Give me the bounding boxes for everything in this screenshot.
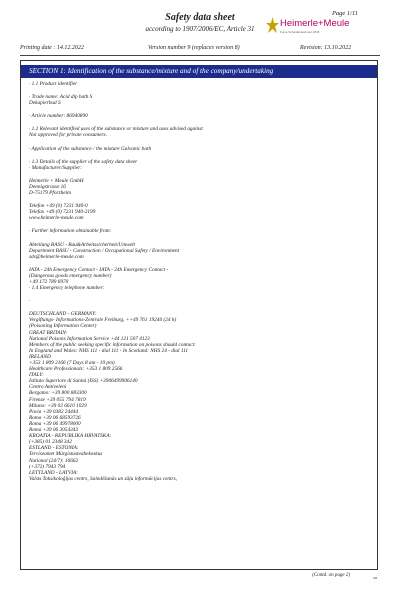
- section-line: Abteilung BASU - Bau&Arbeitssicherheit/Umwelt: [29, 241, 135, 248]
- section-1-header: SECTION 1: Identification of the substance/mixture and of the company/undertaking: [21, 65, 377, 78]
- section-line: Members of the public seeking specific information on poisons should contact:: [29, 341, 196, 348]
- company-logo: [266, 17, 378, 39]
- logo-icon: [266, 17, 279, 35]
- section-line: Roma +39 06 49978000: [29, 420, 81, 427]
- document-title: Safety data sheet: [165, 12, 235, 23]
- section-line: D-75179 Pforzheim: [29, 190, 71, 197]
- section-line: · 1.3 Details of the supplier of the safety data sheet: [29, 158, 137, 165]
- section-line: · Manufacturer/Supplier:: [29, 164, 83, 171]
- section-line: Valsts Toksikoloģijas centrs, Saindēšanās un zāļu informācijas centrs,: [29, 475, 177, 482]
- section-line: · Application of the substance / the mixture Galvanic bath: [29, 145, 152, 152]
- section-line: www.heimerle-meule.com: [29, 215, 84, 222]
- section-line: · 1.1 Product identifier: [29, 81, 78, 87]
- section-line: (+372) 7943 794: [29, 463, 66, 470]
- section-line: ESTLAND - ESTONIA:: [29, 445, 79, 452]
- section-line: (Poisoning Information Center): [29, 323, 97, 330]
- section-line: ITALY:: [29, 372, 44, 379]
- section-line: Heimerle + Meule GmbH: [29, 177, 84, 184]
- section-line: Not approved for private consumers.: [29, 132, 107, 139]
- document-subtitle: according to 1907/2006/EC, Article 31: [145, 25, 255, 33]
- section-line: Istituto Superiore di Sanità (ISS) +3906499906140: [29, 378, 138, 385]
- section-line: Centro Antiveleni: [29, 384, 67, 391]
- section-line: Department BASU - Construction / Occupational Safety / Environment: [29, 247, 180, 254]
- section-box: [20, 60, 378, 570]
- section-line: National Poisons Information Service +44 121 507 4123: [29, 335, 150, 342]
- page-number: Page 1/11: [331, 10, 358, 17]
- continued-note: (Contd. on page 2): [312, 573, 350, 578]
- section-line: Milano: +39 02 6610 1029: [29, 402, 87, 409]
- section-line: LETTLAND - LATVIA:: [29, 469, 78, 476]
- logo-brand: Heimerle+Meule: [280, 18, 350, 29]
- section-line: sds@heimerle-meule.com: [29, 253, 84, 260]
- section-line: IRELAND: [29, 353, 51, 360]
- section-line: Roma +39 06 3054343: [29, 427, 79, 434]
- section-line: Vergiftungs- Informations-Zentrale Freiburg, ++49 761 19240 (24 h): [29, 317, 177, 324]
- printing-date: Printing date : 14.12.2022: [20, 45, 84, 51]
- section-line: Firenze +39 055 794 7819: [29, 396, 86, 403]
- section-line: Pavia +39 0382 24444: [29, 408, 79, 415]
- section-line: · Trade name: Acid dip bath S: [29, 94, 93, 101]
- section-line: IATA - 24h Emergency Contact - IATA - 24h Emergency Contact -: [29, 266, 169, 273]
- section-line: Telefax +49 (0) 7231 940-2199: [29, 209, 96, 216]
- section-line: Telefon +49 (0) 7231 940-0: [29, 203, 88, 210]
- section-line: Bergamo: +39 800 883300: [29, 390, 87, 397]
- section-line: Roma +39 06 68593726: [29, 414, 81, 421]
- section-line: ·: [29, 298, 31, 305]
- section-line: KROATIA - REPUBLIKA HRVATSKA:: [29, 433, 112, 440]
- section-line: In England and Wales: NHS 111 - dial 111 - In Scotland: NHS 24 - dial 111: [29, 347, 188, 354]
- section-line: +353 1 809 2166 (7 Days 8 am - 10 pm): [29, 360, 115, 366]
- revision-date: Revision: 13.10.2022: [300, 45, 352, 51]
- section-line: GREAT BRITAIN:: [29, 329, 68, 336]
- section-line: DEUTSCHLAND - GERMANY:: [29, 311, 97, 318]
- section-line: National (24/7): 16662: [29, 457, 79, 464]
- section-line: +49 172 789 6970: [29, 278, 69, 285]
- section-line: Terviseamet Mürgistusteabekeskus: [29, 451, 103, 458]
- header-divider: [20, 55, 380, 56]
- section-line: (Dangerous goods emergency number): [29, 272, 112, 279]
- section-line: · 1.4 Emergency telephone number:: [29, 285, 105, 292]
- footer-code: GB: [373, 576, 377, 580]
- section-line: · Further information obtainable from:: [29, 228, 112, 235]
- section-1-body: [21, 81, 377, 482]
- section-line: Dekapierbad S: [29, 100, 61, 107]
- section-line: Dennigstrasse 16: [29, 183, 66, 190]
- section-line: · 1.2 Relevant identified uses of the substance or mixture and uses advised against: [29, 126, 203, 133]
- section-line: Healthcare Professionals: +353 1 809 2566: [29, 366, 123, 373]
- logo-tagline: Feine Scheidanstalt seit 1845: [280, 30, 320, 34]
- section-line: (+385) 01 2348 342: [29, 439, 72, 446]
- section-line: · Article number: 86940890: [29, 113, 88, 120]
- version-number: Version number 9 (replaces version 8): [148, 45, 240, 51]
